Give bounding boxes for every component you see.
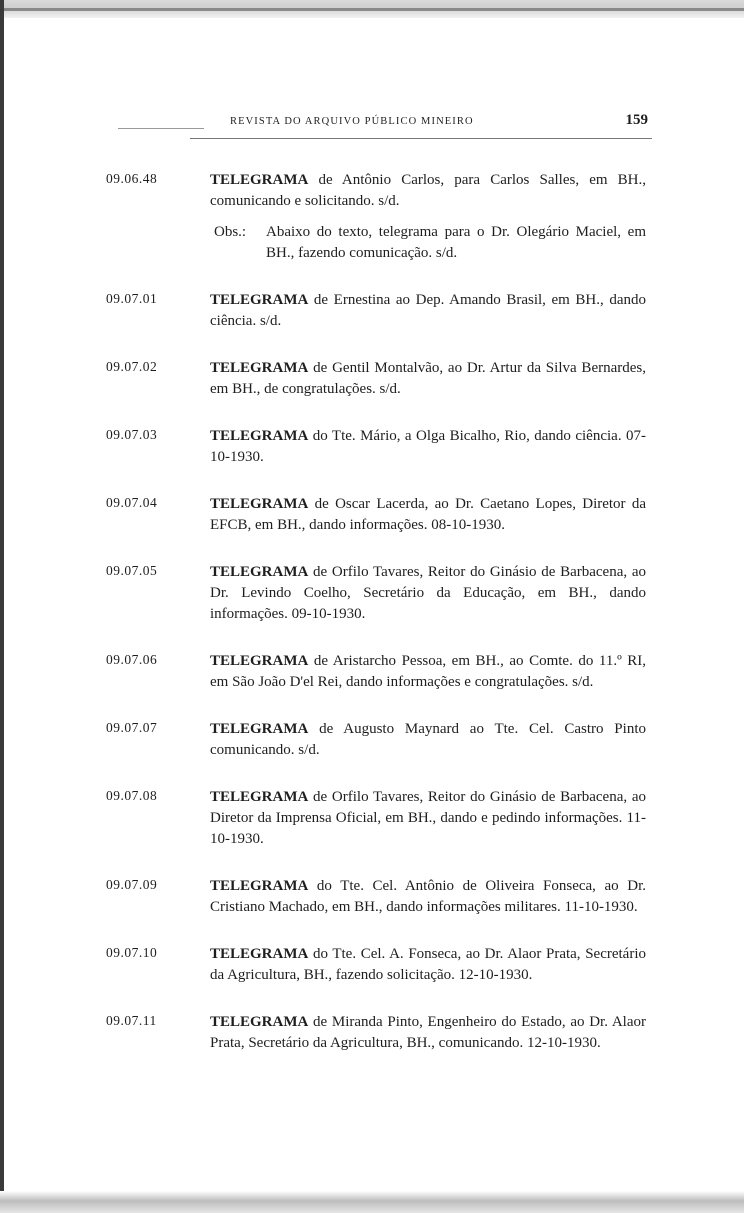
- entry-code: 09.07.02: [106, 359, 158, 374]
- list-item: [106, 562, 646, 625]
- entry-text: [210, 876, 646, 918]
- entry-text: [210, 787, 646, 850]
- entry-code: 09.07.05: [106, 563, 158, 578]
- entry-description: do Tte. Cel. Antônio de Oliveira Fonseca, ao Dr. Cristiano Machado, em BH., dando informações militares. 11-10-1930.: [210, 878, 646, 915]
- entry-lead: TELEGRAMA: [210, 653, 309, 669]
- entry-code: 09.07.10: [106, 945, 158, 960]
- entry-code: 09.07.06: [106, 652, 158, 667]
- scan-edge-left: [0, 0, 4, 1213]
- entry-lead: TELEGRAMA: [210, 360, 309, 376]
- entry-code: 09.06.48: [106, 171, 158, 186]
- list-item: [106, 426, 646, 468]
- entry-lead: TELEGRAMA: [210, 1014, 309, 1030]
- entry-description: de Miranda Pinto, Engenheiro do Estado, ao Dr. Alaor Prata, Secretário da Agricultura, BH., comunicando. 12-10-1930.: [210, 1014, 646, 1051]
- list-item: [106, 651, 646, 693]
- entry-lead: TELEGRAMA: [210, 428, 309, 444]
- entry-text: [210, 358, 646, 400]
- running-head: REVISTA DO ARQUIVO PÚBLICO MINEIRO: [230, 116, 474, 127]
- entry-description: de Ernestina ao Dep. Amando Brasil, em BH., dando ciência. s/d.: [210, 292, 646, 329]
- entry-code: 09.07.09: [106, 877, 158, 892]
- list-item: [106, 719, 646, 761]
- entry-text: [210, 944, 646, 986]
- list-item: [106, 787, 646, 850]
- entry-lead: TELEGRAMA: [210, 878, 309, 894]
- observation-label: Obs.:: [214, 224, 247, 240]
- entry-lead: TELEGRAMA: [210, 172, 309, 188]
- entry-description: do Tte. Cel. A. Fonseca, ao Dr. Alaor Prata, Secretário da Agricultura, BH., fazendo solicitação. 12-10-1930.: [210, 946, 646, 983]
- entry-text: [210, 1012, 646, 1054]
- entry-description: de Antônio Carlos, para Carlos Salles, em BH., comunicando e solicitando. s/d.: [210, 172, 646, 209]
- entry-code: 09.07.07: [106, 720, 158, 735]
- scan-edge-top: [0, 0, 744, 18]
- entry-text: [210, 426, 646, 468]
- page-header: [120, 112, 650, 134]
- list-item: [106, 290, 646, 332]
- entry-lead: TELEGRAMA: [210, 292, 309, 308]
- observation-text: Abaixo do texto, telegrama para o Dr. Olegário Maciel, em BH., fazendo comunicação. s/d.: [266, 224, 646, 261]
- entry-text: [210, 170, 646, 264]
- entry-text: [210, 494, 646, 536]
- entry-text: [210, 719, 646, 761]
- entry-lead: TELEGRAMA: [210, 946, 309, 962]
- list-item: [106, 876, 646, 918]
- list-item: [106, 1012, 646, 1054]
- entry-lead: TELEGRAMA: [210, 721, 309, 737]
- entry-code: 09.07.04: [106, 495, 158, 510]
- entry-text: [210, 290, 646, 332]
- header-rule: [190, 138, 652, 139]
- entry-description: de Augusto Maynard ao Tte. Cel. Castro Pinto comunicando. s/d.: [210, 721, 646, 758]
- entry-code: 09.07.03: [106, 427, 158, 442]
- entry-description: do Tte. Mário, a Olga Bicalho, Rio, dando ciência. 07-10-1930.: [210, 428, 646, 465]
- entry-code: 09.07.11: [106, 1013, 157, 1028]
- list-item: [106, 944, 646, 986]
- page-number: 159: [625, 112, 648, 128]
- list-item: [106, 494, 646, 536]
- entry-description: de Oscar Lacerda, ao Dr. Caetano Lopes, Diretor da EFCB, em BH., dando informações. 08-10-1930.: [210, 496, 646, 533]
- entry-text: [210, 651, 646, 693]
- entry-text: [210, 562, 646, 625]
- entry-description: de Orfilo Tavares, Reitor do Ginásio de Barbacena, ao Dr. Levindo Coelho, Secretário da Educação, em BH., dando informações. 09-10-1930.: [210, 564, 646, 622]
- entry-list: [106, 170, 646, 1080]
- list-item: [106, 358, 646, 400]
- entry-code: 09.07.08: [106, 788, 158, 803]
- entry-description: de Orfilo Tavares, Reitor do Ginásio de Barbacena, ao Diretor da Imprensa Oficial, em BH., dando e pedindo informações. 11-10-1930.: [210, 789, 646, 847]
- entry-code: 09.07.01: [106, 291, 158, 306]
- entry-lead: TELEGRAMA: [210, 564, 309, 580]
- scan-edge-bottom: [0, 1191, 744, 1213]
- entry-observation: [214, 222, 646, 264]
- entry-description: de Aristarcho Pessoa, em BH., ao Comte. do 11.º RI, em São João D'el Rei, dando informações e congratulações. s/d.: [210, 653, 646, 690]
- entry-lead: TELEGRAMA: [210, 789, 309, 805]
- entry-lead: TELEGRAMA: [210, 496, 309, 512]
- list-item: [106, 170, 646, 264]
- entry-description: de Gentil Montalvão, ao Dr. Artur da Silva Bernardes, em BH., de congratulações. s/d.: [210, 360, 646, 397]
